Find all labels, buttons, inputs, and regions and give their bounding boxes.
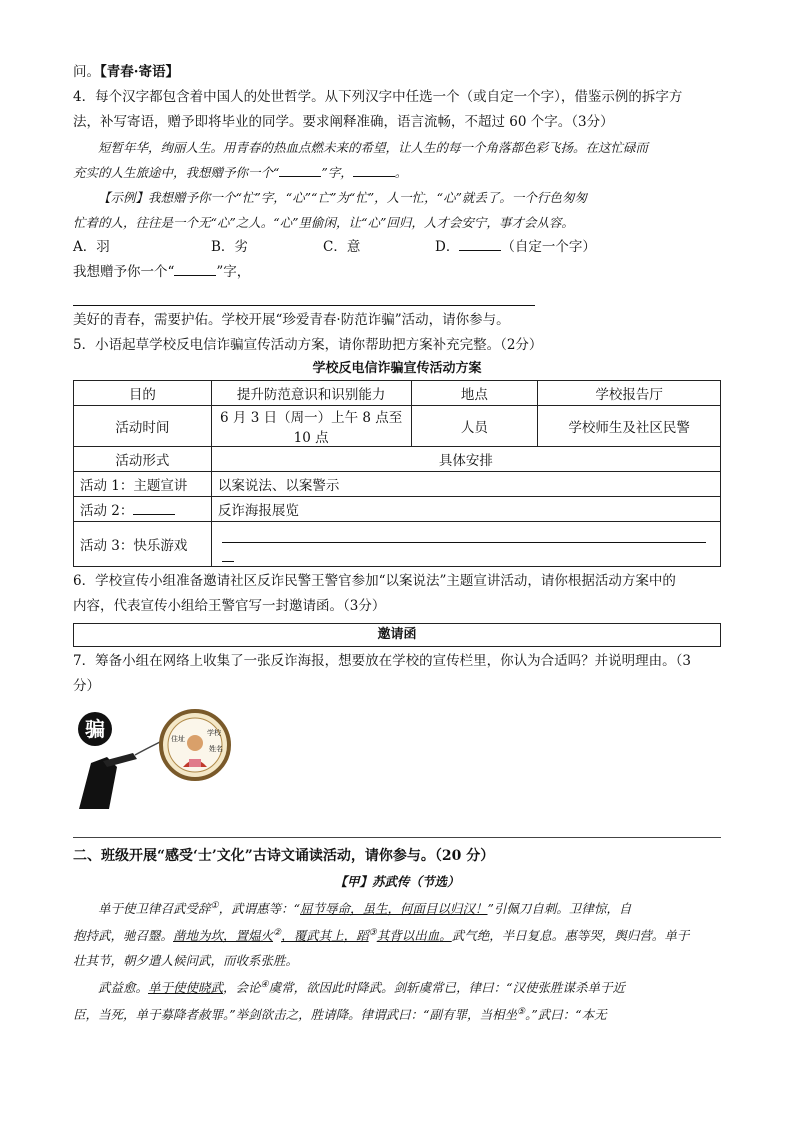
activity-2-value: 反诈海报展览 bbox=[211, 497, 720, 522]
table-row bbox=[74, 522, 721, 567]
option-a[interactable]: A．羽 bbox=[73, 239, 110, 255]
p1d: ”引佩刀自刺。卫律惊，自 bbox=[487, 901, 632, 917]
p2e: 武气绝，半日复息。惠等哭，舆归营。单于 bbox=[451, 928, 690, 944]
activity-1-label: 活动 1：主题宣讲 bbox=[74, 472, 212, 497]
note-4: ④ bbox=[260, 980, 269, 991]
p2a: 抱持武，驰召毉。 bbox=[73, 928, 174, 944]
purpose-label: 目的 bbox=[74, 381, 212, 406]
answer-char-blank[interactable] bbox=[174, 261, 216, 276]
q4-passage-2c: 。 bbox=[394, 165, 408, 180]
activity-3-answer[interactable] bbox=[211, 522, 720, 567]
section-2-heading: 二、班级开展“感受‘士’文化”古诗文诵读活动，请你参与。（20 分） bbox=[73, 848, 495, 864]
q4-answer-rule[interactable] bbox=[73, 285, 535, 306]
arrangement-label: 具体安排 bbox=[211, 447, 720, 472]
table-row bbox=[74, 447, 721, 472]
plan-table bbox=[73, 380, 721, 567]
poster-label-name: 姓名 bbox=[209, 745, 223, 753]
table-row bbox=[74, 472, 721, 497]
intro-prefix: 问。 bbox=[73, 64, 100, 80]
answer-prefix: 我想赠予你一个“ bbox=[73, 264, 175, 280]
form-label: 活动形式 bbox=[74, 447, 212, 472]
p5a: 臣，当死，单于募降者赦罪。”举剑欲击之，胜请降。律谓武曰：“副有罪，当相坐 bbox=[73, 1007, 518, 1023]
q5-text: 5．小语起草学校反电信诈骗宣传活动方案，请你帮助把方案补充完整。（2分） bbox=[73, 337, 543, 353]
exam-page bbox=[73, 60, 721, 1028]
option-d[interactable] bbox=[435, 235, 596, 260]
passage-line-3: 壮其节，朝夕遣人候问武，而收系张胜。 bbox=[73, 953, 299, 969]
p5b: 。”武曰：“本无 bbox=[525, 1007, 607, 1023]
activity-3-rule[interactable] bbox=[222, 526, 706, 543]
table-row bbox=[74, 381, 721, 406]
passage-line-1 bbox=[73, 894, 721, 921]
activity-3-rule-end bbox=[222, 543, 234, 562]
table-row bbox=[74, 406, 721, 447]
option-d-suffix: （自定一个字） bbox=[501, 239, 596, 255]
time-value: 6 月 3 日（周一）上午 8 点至 10 点 bbox=[211, 406, 411, 447]
poster-big-char: 骗 bbox=[85, 717, 105, 741]
q4-options bbox=[73, 235, 721, 260]
q4-passage-2 bbox=[73, 160, 721, 185]
q7-text-2: 分） bbox=[73, 678, 100, 694]
q4-example-1: 【示例】我想赠予你一个“忙”字，“心”“亡”为“忙”，人一忙，“心”就丢了。一个行色匆匆 bbox=[98, 190, 587, 205]
intro-2: 美好的青春，需要护佑。学校开展“珍爱青春·防范诈骗”活动，请你参与。 bbox=[73, 312, 510, 328]
p2d-underlined: 其背以出血。 bbox=[376, 928, 452, 944]
p4c: ，会论 bbox=[223, 980, 261, 996]
q4-answer-line bbox=[73, 260, 721, 285]
q4-char-blank[interactable] bbox=[279, 162, 321, 177]
q4-passage-2a: 充实的人生旅途中，我想赠予你一个“ bbox=[73, 165, 280, 180]
q4-passage-2b: ”字， bbox=[321, 165, 353, 180]
poster-card bbox=[189, 759, 201, 767]
q4-passage-1: 短暂年华，绚丽人生。用青春的热血点燃未来的希望，让人生的每一个角落都色彩飞扬。在这忙碌而 bbox=[98, 140, 649, 155]
activity-3-label: 活动 3：快乐游戏 bbox=[74, 522, 212, 567]
p1c-underlined: 屈节辱命，虽生，何面目以归汉！ bbox=[300, 901, 488, 917]
people-label: 人员 bbox=[411, 406, 538, 447]
passage-line-5 bbox=[73, 1000, 721, 1027]
time-label: 活动时间 bbox=[74, 406, 212, 447]
place-value: 学校报告厅 bbox=[538, 381, 721, 406]
q4-example-2: 忙着的人，往往是一个无“心”之人。“心”里偷闲，让“心”回归，人才会安宁，事才会从容。 bbox=[73, 215, 574, 230]
poster-arm bbox=[103, 753, 137, 767]
activity-2-label: 活动 2： bbox=[80, 503, 134, 519]
plan-table-title: 学校反电信诈骗宣传活动方案 bbox=[312, 361, 482, 376]
q4-reason-blank[interactable] bbox=[353, 162, 395, 177]
anti-fraud-poster bbox=[73, 705, 721, 815]
q7-text-1: 7．筹备小组在网络上收集了一张反诈海报，想要放在学校的宣传栏里，你认为合适吗？并说明理由。（3 bbox=[73, 653, 691, 669]
intro-line bbox=[73, 60, 721, 85]
q4-text-2: 法，补写寄语，赠予即将毕业的同学。要求阐释准确，语言流畅，不超过 60 个字。（3分） bbox=[73, 114, 614, 130]
option-d-label: D． bbox=[435, 239, 460, 255]
p1a: 单于使卫律召武受辞 bbox=[98, 901, 211, 917]
p4b-underlined: 单于使使晓武 bbox=[148, 980, 224, 996]
purpose-value: 提升防范意识和识别能力 bbox=[211, 381, 411, 406]
poster-illustration bbox=[73, 705, 253, 813]
q4-text-1: 4．每个汉字都包含着中国人的处世哲学。从下列汉字中任选一个（或自定一个字），借鉴示例的拆字方 bbox=[73, 89, 683, 105]
place-label: 地点 bbox=[411, 381, 538, 406]
p4a: 武益愈。 bbox=[98, 980, 149, 996]
option-b[interactable]: B．劣 bbox=[211, 239, 248, 255]
section-tag: 【青春·寄语】 bbox=[100, 64, 179, 80]
answer-suffix: ”字， bbox=[216, 264, 251, 280]
note-3: ③ bbox=[368, 928, 377, 939]
poster-label-address: 住址 bbox=[171, 735, 185, 743]
poster-face bbox=[187, 735, 203, 751]
poster-label-school: 学校 bbox=[207, 729, 221, 737]
activity-2-blank[interactable] bbox=[133, 500, 175, 515]
invitation-box[interactable]: 邀请函 bbox=[73, 623, 721, 647]
note-5: ⑤ bbox=[517, 1007, 526, 1018]
q6-text-2: 内容，代表宣传小组给王警官写一封邀请函。（3分） bbox=[73, 598, 386, 614]
q6-text-1: 6．学校宣传小组准备邀请社区反诈民警王警官参加“以案说法”主题宣讲活动，请你根据活动方案中的 bbox=[73, 573, 676, 589]
p2c-underlined: ，覆武其上，蹈 bbox=[281, 928, 369, 944]
p2b-underlined: 凿地为坎，置煴火 bbox=[173, 928, 274, 944]
people-value: 学校师生及社区民警 bbox=[538, 406, 721, 447]
option-c[interactable]: C．意 bbox=[323, 239, 361, 255]
note-1: ① bbox=[210, 901, 219, 911]
note-2: ② bbox=[273, 928, 282, 939]
p1b: ，武谓惠等：“ bbox=[218, 901, 300, 917]
passage-line-2 bbox=[73, 921, 721, 948]
section-divider bbox=[73, 837, 721, 838]
p4d: 虞常，欲因此时降武。剑斩虞常已，律曰：“汉使张胜谋杀单于近 bbox=[268, 980, 626, 996]
passage-line-4 bbox=[73, 973, 721, 1000]
passage-subtitle: 【甲】苏武传（节选） bbox=[334, 874, 460, 889]
table-row bbox=[74, 497, 721, 522]
option-d-blank[interactable] bbox=[459, 236, 501, 251]
activity-1-value: 以案说法、以案警示 bbox=[211, 472, 720, 497]
activity-2-cell bbox=[74, 497, 212, 522]
